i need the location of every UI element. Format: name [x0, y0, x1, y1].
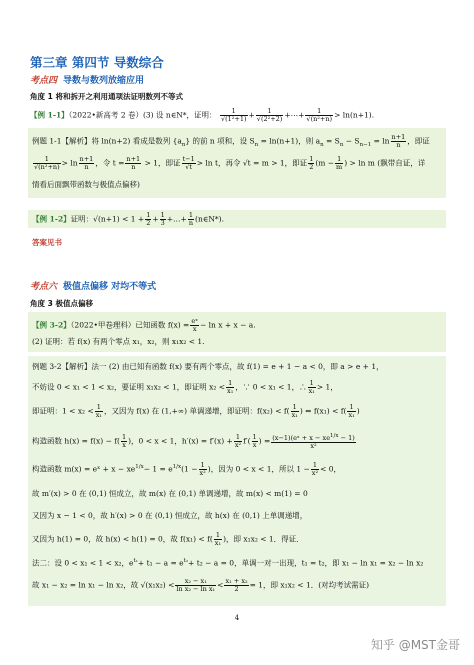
text: (n∈N*).: [195, 214, 224, 224]
text: ，又因为 f(x) 在 (1,+∞) 单调递增，即证明：f(x₂) < f(: [104, 406, 290, 416]
text: > ln: [61, 158, 78, 168]
solution-3-2-row-6: 故 m′(x) > 0 在 (0,1) 恒成立，故 m(x) 在 (0,1) 单调递增，故 m(x) < m(1) = 0: [32, 489, 308, 498]
watermark: 知乎 @MST金哥: [370, 638, 460, 652]
fraction: $\frac{\text{eˣ}}{x}$: [191, 317, 198, 333]
text: } 的前 n 项和，设 S: [185, 136, 255, 146]
text: ) =: [258, 436, 271, 446]
angle-1-heading: 角度 1 将和拆开之利用通项法证明数列不等式: [30, 92, 183, 101]
text: ，∵ 0 < x₁ < 1，∴: [235, 382, 307, 392]
example-1-1-tail: > ln(n+1).: [334, 110, 375, 120]
text: 故 x₁ − x₂ = ln x₁ − ln x₂，故 √(x₁x₂) <: [32, 580, 175, 590]
text: ，令 t =: [95, 158, 125, 168]
text: > 1，: [316, 382, 338, 392]
page-title: 第三章 第四节 导数综合: [30, 55, 164, 70]
fraction: $\frac{n+1}{n}$: [79, 155, 94, 171]
section-4-header: [30, 73, 144, 86]
example-3-2: [32, 318, 256, 333]
text: 例题 1-1【解析】将 ln(n+2) 看成是数列 {a: [32, 136, 182, 146]
text: − S: [343, 136, 360, 146]
fraction: $\frac{1}{3}$: [160, 211, 165, 227]
text: )，即 x₁x₂ < 1．得证．: [223, 534, 304, 544]
text: 即证明：1 < x₂ <: [32, 406, 94, 416]
text: (m −: [315, 158, 335, 168]
fraction: $\frac{\text{x₁ + x₂}}{2}$: [225, 577, 248, 593]
text: (1 −: [181, 464, 198, 474]
fraction: $\frac{1}{2}$: [309, 155, 314, 171]
fraction: $\frac{1}{\text{x²}}$: [311, 461, 319, 477]
example-3-2-question-2: (2) 证明：若 f(x) 有两个零点 x₁，x₂，则 x₁x₂ < 1.: [32, 337, 205, 346]
solution-1-1-line-3: 情看后面飘带函数与极值点偏移): [32, 180, 140, 189]
solution-1-1-line-2: [32, 156, 425, 171]
example-1-1-text: （2022•新高考 2 卷）(3) 设 n∈N*，证明：: [68, 110, 217, 120]
fraction: $\frac{1}{x}$: [252, 433, 257, 450]
fraction: $\frac{1}{\text{x²}}$: [234, 433, 242, 450]
text: ): [356, 406, 360, 416]
fraction: $\frac{1}{\text{x₁}}$: [214, 531, 222, 547]
fraction: $\frac{1}{\text{√(n²+n)}}$: [34, 155, 60, 171]
fraction: $\frac{1}{2}$: [146, 211, 151, 227]
solution-3-2-row-3: [32, 404, 360, 419]
fraction: $\frac{1}{\text{x₁}}$: [227, 379, 234, 395]
fraction: $\frac{1}{\text{x₁}}$: [291, 403, 298, 419]
example-1-1-tag: 【例 1-1】: [30, 110, 69, 120]
text: 构造函数 m(x) = eˣ + x − xe: [32, 464, 136, 474]
solution-3-2-row-10: [32, 578, 369, 593]
fraction: $\frac{1}{\text{x₁}}$: [348, 403, 355, 419]
section-6-header: [30, 279, 156, 292]
solution-3-2-row-7: 又因为 x − 1 < 0，故 h′(x) > 0 在 (0,1) 恒成立，故 h(x) 在 (0,1) 上单调递增，: [32, 511, 308, 520]
fraction: $\frac{1}{x}$: [121, 433, 127, 450]
fraction: $\frac{1}{\text{√(1²+1)}}$: [220, 107, 247, 123]
text: > 1，即证: [142, 158, 181, 168]
fraction: $\frac{n+1}{n}$: [391, 133, 406, 149]
text: f′(: [243, 436, 251, 446]
text: = S: [323, 136, 340, 146]
solution-3-2-row-8: [32, 532, 304, 547]
solution-3-2-row-9: 法二：设 0 < x₁ < 1 < x₂，$e^{t_1}+ t_1 - a = e^{t_2}+ t_2 - a = 0$，单调一对一出现，t₁ = t₂，即 x₁ − ln x₁ = x₂ − ln x₂: [32, 558, 424, 568]
text: )，0 < x < 1，h′(x) = f′(x) +: [128, 436, 233, 446]
text: = 1，即 x₁x₂ < 1．(对均考试需证): [249, 580, 370, 590]
solution-3-2-row-5: 构造函数 m(x) = eˣ + $x - xe^{1/x}- 1 = e^{1/x}(1$ − $\frac{1}{\text{x²}}$ )，因为 0 < x < 1，所以 1 − $\frac{1}{\text{x²}}$ < 0，: [32, 461, 342, 477]
text: > ln t，再令 √t = m > 1，即证: [196, 158, 308, 168]
text: <: [217, 580, 224, 590]
text: ，即证: [407, 136, 430, 146]
text: − ln x + x − a.: [199, 320, 256, 330]
text: − 1 = e: [143, 464, 173, 474]
text: 构造函数 h(x) = f(x) − f(: [32, 436, 120, 446]
text: + t₂ − a = 0，单调一对一出现，t₁ = t₂，即 x₁ − ln x₁ = x₂ − ln x₂: [188, 558, 424, 568]
fraction: $\frac{1}{\text{x₁}}$: [308, 379, 315, 395]
fraction: $\frac{t-1}{√t}$: [182, 155, 195, 171]
fraction: $\frac{1}{m}$: [336, 155, 343, 171]
solution-3-2-row-2: [32, 380, 338, 395]
fraction: $\frac{1}{\text{√(n²+n)}}$: [306, 107, 333, 123]
example-1-2-tag: 【例 1-2】: [32, 214, 71, 224]
text: + t₁ − a = e: [137, 558, 184, 568]
text: （2022•甲卷理科）已知函数 f(x) =: [70, 320, 190, 330]
text: < 0，: [320, 464, 342, 474]
page-number: 4: [234, 614, 240, 622]
solution-3-2-row-1: 例题 3-2【解析】法一 (2) 由已知有函数 f(x) 要有两个零点，故 f(1) = e + 1 − a < 0，即 a > e + 1，: [32, 362, 384, 371]
solution-1-1-line-1: 例题 1-1【解析】将 ln(n+2) 看成是数列 $\{a_n\}$ 的前 n 项和，设 $S_n = \ln(n+1)$，则 $a_n = S_n - S_{n-1} = \ln$ $\frac{n+1}{n}$ ，即证: [32, 133, 430, 149]
text: )，因为 0 < x < 1，所以 1 −: [207, 464, 310, 474]
answer-reference: 答案见书: [32, 238, 62, 247]
section-4-tag: 考点四: [30, 76, 58, 86]
example-1-1: 【例 1-1】（2022•新高考 2 卷）(3) 设 n∈N*，证明： $\frac{1}{\text{√(1²+1)}}$ + $\frac{1}{\text{√(2²+2)}}$ +⋯+ $\frac{1}{\text{√(n²+n)}}$ > ln(n+1).: [30, 107, 375, 123]
section-4-label: 导数与数列放缩应用: [63, 76, 145, 86]
solution-3-2-row-4: [32, 433, 357, 450]
fraction: $\frac{n+1}{n}$: [126, 155, 141, 171]
angle-3-heading: 角度 3 极值点偏移: [30, 299, 93, 308]
text: ) ⇔ f(x₁) < f(: [299, 406, 347, 416]
text: 不妨设 0 < x₁ < 1 < x₂，要证明 x₁x₂ < 1，即证明 x₂ <: [32, 382, 226, 392]
fraction: $\frac{1}{\text{√(2²+2)}}$: [256, 107, 283, 123]
text: ) > ln m (飘带自证，详: [344, 158, 426, 168]
fraction: $\frac{(x-1)(eˣ + x - xe^{1/x} - 1)}{\text{x²}}$: [272, 433, 355, 451]
text: 又因为 h(1) = 0，故 h(x) < h(1) = 0，故 f(x₁) < f(: [32, 534, 213, 544]
fraction: $\frac{\text{x₂ − x₁}}{\text{ln x₂ − ln x₁}}$: [176, 577, 216, 593]
example-3-2-tag: 【例 3-2】: [32, 320, 71, 330]
section-6-label: 极值点偏移 对均不等式: [63, 282, 157, 292]
example-1-2: 【例 1-2】证明：√(n+1) < 1 + $\frac{1}{2}$ + $\frac{1}{3}$ +…+ $\frac{1}{n}$ (n∈N*).: [32, 211, 224, 227]
fraction: $\frac{1}{\text{x²}}$: [199, 461, 206, 477]
section-6-tag: 考点六: [30, 282, 58, 292]
text: 证明：√(n+1) < 1 +: [70, 214, 145, 224]
fraction: $\frac{1}{\text{x₁}}$: [95, 403, 103, 419]
text: = ln(n+1)，则 a: [258, 136, 321, 146]
fraction: $\frac{1}{n}$: [188, 211, 194, 227]
text: = ln: [371, 136, 390, 146]
text: 法二：设 0 < x₁ < 1 < x₂，e: [32, 558, 134, 568]
